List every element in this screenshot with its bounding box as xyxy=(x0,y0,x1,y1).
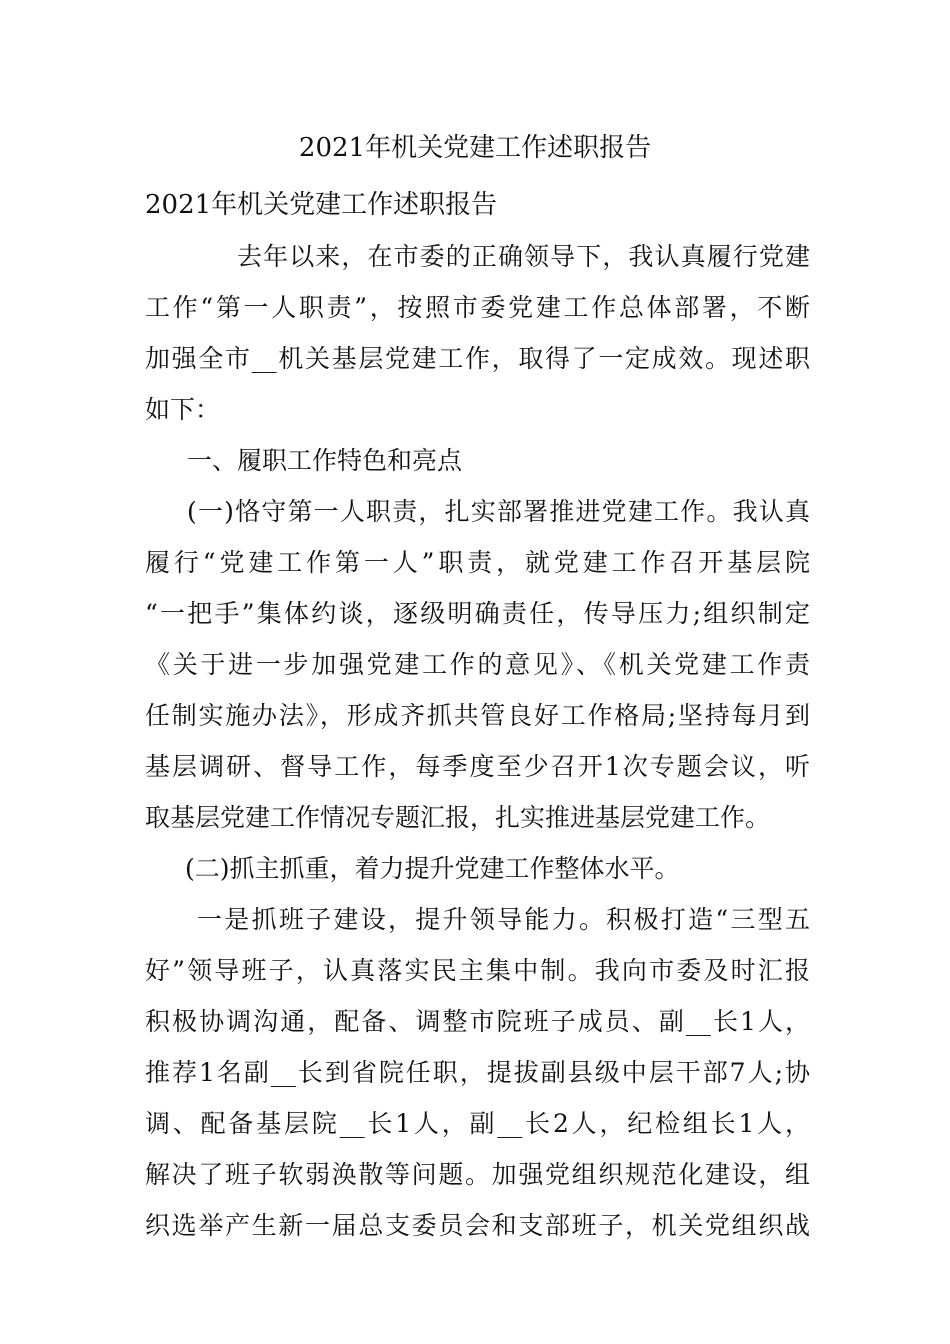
paragraph-line: 去年以来，在市委的正确领导下，我认真履行党建 xyxy=(237,242,810,271)
paragraph-line: 解决了班子软弱涣散等问题。加强党组织规范化建设，组 xyxy=(145,1160,810,1189)
paragraph-line: 工作“第一人职责”，按照市委党建工作总体部署，不断 xyxy=(145,293,810,322)
paragraph-line: 推荐1名副__长到省院任职，提拔副县级中层干部7人;协 xyxy=(145,1058,810,1087)
paragraph-line: 《关于进一步加强党建工作的意见》、《机关党建工作责 xyxy=(145,650,810,679)
paragraph-line: 基层调研、督导工作，每季度至少召开1次专题会议，听 xyxy=(145,752,810,781)
paragraph-line: 取基层党建工作情况专题汇报，扎实推进基层党建工作。 xyxy=(145,803,771,832)
paragraph-line: 一是抓班子建设，提升领导能力。积极打造“三型五 xyxy=(197,905,810,934)
paragraph-line: “一把手”集体约谈，逐级明确责任，传导压力;组织制定 xyxy=(145,599,810,628)
document-body xyxy=(145,180,810,1251)
paragraph-line: (一)恪守第一人职责，扎实部署推进党建工作。我认真 xyxy=(187,497,810,526)
section-heading: (二)抓主抓重，着力提升党建工作整体水平。 xyxy=(185,854,680,883)
section-heading: 一、履职工作特色和亮点 xyxy=(187,446,463,475)
paragraph-line: 如下： xyxy=(145,395,221,424)
paragraph-line: 织选举产生新一届总支委员会和支部班子，机关党组织战 xyxy=(145,1211,810,1240)
document-title: 2021年机关党建工作述职报告 xyxy=(298,133,652,163)
paragraph-line: 任制实施办法》，形成齐抓共管良好工作格局;坚持每月到 xyxy=(145,701,810,730)
paragraph-line: 调、配备基层院__长1人，副__长2人，纪检组长1人， xyxy=(145,1109,810,1138)
paragraph-line: 积极协调沟通，配备、调整市院班子成员、副__长1人， xyxy=(145,1007,810,1036)
paragraph-line: 好”领导班子，认真落实民主集中制。我向市委及时汇报 xyxy=(145,956,810,985)
document-subtitle: 2021年机关党建工作述职报告 xyxy=(145,190,498,220)
paragraph-line: 加强全市__机关基层党建工作，取得了一定成效。现述职 xyxy=(145,344,810,373)
paragraph-line: 履行“党建工作第一人”职责，就党建工作召开基层院 xyxy=(145,548,810,577)
